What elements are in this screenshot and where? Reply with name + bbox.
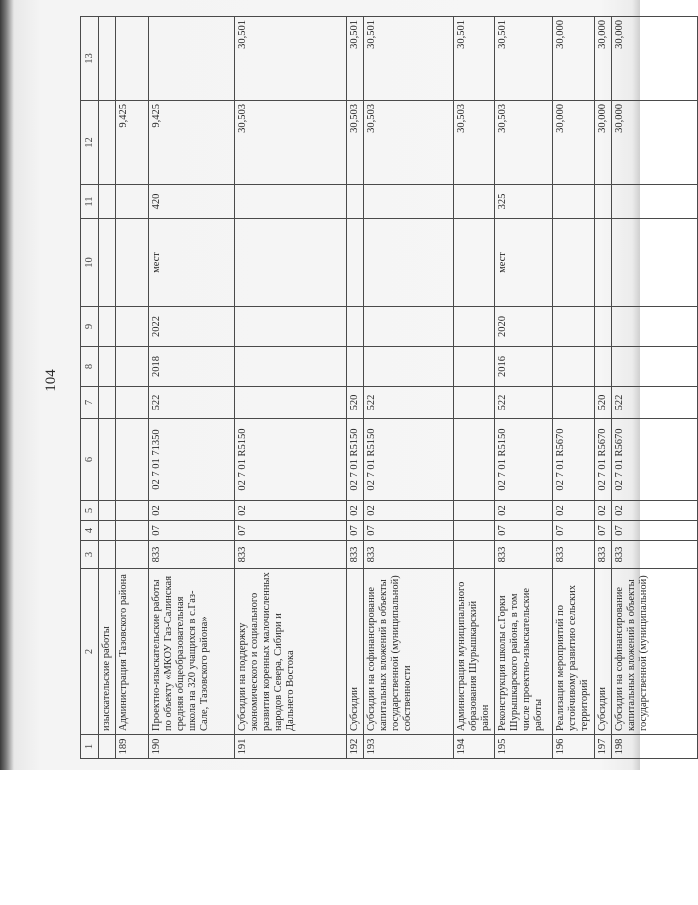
value-cell [116,185,149,219]
value-cell: 325 [495,185,553,219]
value-cell: 02 7 01 71350 [149,419,235,501]
value-cell: 30,000 [612,101,698,185]
item-name-cell: Субсидии на поддержку экономического и социального развития коренных малочисленных народов Севера, Сибири и Дальнего Востока [235,569,347,735]
value-cell [116,419,149,501]
value-cell: 833 [495,541,553,569]
value-cell: 02 [612,501,698,521]
value-cell: 833 [347,541,364,569]
value-cell: 520 [347,387,364,419]
value-cell [116,347,149,387]
value-cell [347,219,364,307]
value-cell [454,185,495,219]
value-cell [454,307,495,347]
row-number-cell: 192 [347,735,364,759]
row-number-cell: 189 [116,735,149,759]
value-cell [116,17,149,101]
value-cell [595,219,612,307]
value-cell: 02 7 01 R5150 [364,419,454,501]
value-cell [595,307,612,347]
value-cell [347,307,364,347]
value-cell [553,219,595,307]
value-cell [454,219,495,307]
value-cell: 02 [595,501,612,521]
value-cell: 02 7 01 R5150 [235,419,347,501]
value-cell: 02 7 01 R5150 [347,419,364,501]
header-cell: 12 [81,101,99,185]
header-cell: 6 [81,419,99,501]
value-cell: 02 [235,501,347,521]
value-cell [553,347,595,387]
value-cell: 420 [149,185,235,219]
value-cell [235,387,347,419]
item-name-cell: Администрация Тазовского района [116,569,149,735]
table-row [364,17,454,759]
header-row [81,17,99,759]
value-cell: 07 [495,521,553,541]
value-cell: 833 [364,541,454,569]
table-row [612,17,698,759]
header-cell: 7 [81,387,99,419]
value-cell: 02 [347,501,364,521]
table-row [235,17,347,759]
item-name-cell: Субсидии [595,569,612,735]
row-number-cell: 190 [149,735,235,759]
table-row [347,17,364,759]
value-cell [116,219,149,307]
value-cell: 522 [495,387,553,419]
table-body [81,17,698,759]
value-cell: 30,503 [364,101,454,185]
row-number-cell: 197 [595,735,612,759]
row-number-cell [99,735,116,759]
value-cell: 02 7 01 R5150 [495,419,553,501]
value-cell [364,347,454,387]
value-cell [612,307,698,347]
value-cell: 30,503 [454,101,495,185]
page-number [40,363,62,397]
table-row [495,17,553,759]
value-cell [364,219,454,307]
value-cell [612,347,698,387]
value-cell: 07 [364,521,454,541]
table-row [595,17,612,759]
value-cell [116,307,149,347]
value-cell: 07 [149,521,235,541]
value-cell [99,219,116,307]
row-number-cell: 193 [364,735,454,759]
value-cell: 30,000 [612,17,698,101]
value-cell: 9,425 [116,101,149,185]
value-cell: 833 [553,541,595,569]
value-cell [235,307,347,347]
header-cell: 5 [81,501,99,521]
value-cell [454,541,495,569]
item-name-cell: Реализация мероприятий по устойчивому развитию сельских территорий [553,569,595,735]
value-cell [99,541,116,569]
value-cell: 07 [347,521,364,541]
value-cell [595,185,612,219]
value-cell [454,387,495,419]
item-name-cell: изыскательские работы [99,569,116,735]
value-cell [99,101,116,185]
value-cell: 30,000 [595,17,612,101]
value-cell [595,347,612,387]
value-cell [99,419,116,501]
value-cell: 2020 [495,307,553,347]
page-number-text: 104 [42,368,59,392]
row-number-cell: 194 [454,735,495,759]
header-cell: 9 [81,307,99,347]
value-cell: 2018 [149,347,235,387]
table-row [454,17,495,759]
header-cell: 1 [81,735,99,759]
value-cell [99,347,116,387]
value-cell: 30,000 [553,17,595,101]
row-number-cell: 198 [612,735,698,759]
header-cell: 2 [81,569,99,735]
value-cell [235,347,347,387]
value-cell [454,347,495,387]
value-cell [99,185,116,219]
value-cell [99,17,116,101]
value-cell: 07 [235,521,347,541]
row-number-cell: 196 [553,735,595,759]
value-cell: 522 [612,387,698,419]
value-cell: 07 [553,521,595,541]
value-cell: мест [495,219,553,307]
value-cell [235,185,347,219]
value-cell: 30,000 [595,101,612,185]
value-cell: 30,503 [495,101,553,185]
value-cell [99,387,116,419]
value-cell: 07 [595,521,612,541]
value-cell [99,521,116,541]
value-cell [116,521,149,541]
value-cell: 02 [495,501,553,521]
value-cell: 2022 [149,307,235,347]
value-cell: 30,000 [553,101,595,185]
value-cell: 522 [364,387,454,419]
value-cell [553,307,595,347]
value-cell [116,541,149,569]
value-cell: мест [149,219,235,307]
header-cell: 13 [81,17,99,101]
header-cell: 11 [81,185,99,219]
value-cell [553,185,595,219]
value-cell: 30,501 [235,17,347,101]
table-row [149,17,235,759]
item-name-cell: Субсидии на софинансирование капитальных вложений в объекты государственной (муниципальной) собственности [364,569,454,735]
value-cell [364,185,454,219]
value-cell [612,185,698,219]
value-cell [454,521,495,541]
value-cell: 02 [364,501,454,521]
value-cell: 30,501 [495,17,553,101]
value-cell: 02 7 01 R5670 [553,419,595,501]
value-cell: 833 [149,541,235,569]
value-cell [364,307,454,347]
table-row [99,17,116,759]
budget-table [80,16,698,759]
value-cell [454,501,495,521]
row-number-cell: 195 [495,735,553,759]
value-cell [116,387,149,419]
value-cell [116,501,149,521]
header-cell: 8 [81,347,99,387]
value-cell: 520 [595,387,612,419]
value-cell [99,307,116,347]
value-cell: 30,501 [347,17,364,101]
value-cell: 02 [149,501,235,521]
header-cell: 3 [81,541,99,569]
value-cell [99,501,116,521]
value-cell: 30,501 [454,17,495,101]
page-bottom-margin [0,770,640,905]
value-cell: 30,503 [235,101,347,185]
value-cell: 02 7 01 R5670 [612,419,698,501]
value-cell: 02 [553,501,595,521]
value-cell: 833 [235,541,347,569]
value-cell: 9,425 [149,101,235,185]
table-row [553,17,595,759]
value-cell [347,347,364,387]
value-cell [235,219,347,307]
value-cell: 522 [149,387,235,419]
item-name-cell: Субсидии [347,569,364,735]
item-name-cell: Проектно-изыскательские работы по объекту «МКОУ Газ-Салинская средняя общеобразовательная школа на 320 учащихся в с.Газ-Сале, Тазовского района» [149,569,235,735]
value-cell: 30,501 [364,17,454,101]
value-cell: 30,503 [347,101,364,185]
value-cell [149,17,235,101]
value-cell [454,419,495,501]
value-cell: 833 [595,541,612,569]
value-cell [347,185,364,219]
item-name-cell: Реконструкция школы с.Горки Шурышкарского района, в том числе проектно-изыскательские работы [495,569,553,735]
item-name-cell: Субсидии на софинансирование капитальных вложений в объекты государственной (муниципальной) [612,569,698,735]
table-row [116,17,149,759]
value-cell: 07 [612,521,698,541]
header-cell: 4 [81,521,99,541]
value-cell: 833 [612,541,698,569]
value-cell: 02 7 01 R5670 [595,419,612,501]
value-cell [612,219,698,307]
value-cell [553,387,595,419]
value-cell: 2016 [495,347,553,387]
row-number-cell: 191 [235,735,347,759]
header-cell: 10 [81,219,99,307]
rotated-table-wrapper [80,17,649,759]
item-name-cell: Администрация муниципального образования Шурышкарский район [454,569,495,735]
